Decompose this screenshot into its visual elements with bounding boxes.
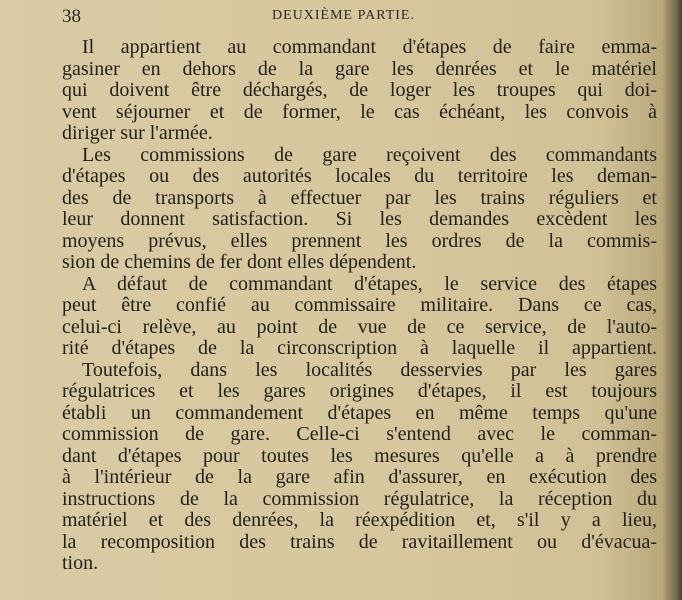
text-line: la recomposition des trains de ravitaillement ou d'évacua- xyxy=(62,530,657,553)
text-line: vent séjourner et de former, le cas échéant, les convois à xyxy=(62,100,657,123)
text-line: peut être confié au commissaire militaire. Dans ce cas, xyxy=(62,294,657,316)
text-line: A défaut de commandant d'étapes, le service des étapes xyxy=(82,272,657,295)
body-text xyxy=(62,37,657,575)
text-line: dant d'étapes pour toutes les mesures qu'elle a à prendre xyxy=(62,444,657,467)
page-header xyxy=(62,6,662,28)
running-head: DEUXIÈME PARTIE. xyxy=(272,8,415,23)
page-binding-shadow xyxy=(662,0,682,600)
text-line: rité d'étapes de la circonscription à laquelle il appartient. xyxy=(62,337,657,359)
text-line: régulatrices et les gares origines d'étapes, il est toujours xyxy=(62,380,657,402)
text-line: Les commissions de gare reçoivent des commandants xyxy=(82,143,657,166)
text-line: tion. xyxy=(62,552,99,574)
text-line: diriger sur l'armée. xyxy=(62,122,213,144)
text-line: établi un commandement d'étapes en même temps qu'une xyxy=(62,401,657,424)
text-line: à l'intérieur de la gare afin d'assurer, en exécution des xyxy=(62,466,657,488)
text-line: moyens prévus, elles prennent les ordres de la commis- xyxy=(62,229,657,252)
text-line: qui doivent être déchargés, de loger les troupes qui doi- xyxy=(62,79,657,101)
text-line: gasiner en dehors de la gare les denrées et le matériel xyxy=(62,57,657,80)
text-line: d'étapes ou des autorités locales du territoire les deman- xyxy=(62,165,657,187)
page-number: 38 xyxy=(62,6,81,27)
text-line: sion de chemins de fer dont elles dépendent. xyxy=(62,251,417,273)
text-line: leur donnent satisfaction. Si les demandes excèdent les xyxy=(62,208,657,230)
text-line: celui-ci relève, au point de vue de ce service, de l'auto- xyxy=(62,315,657,338)
text-line: Toutefois, dans les localités desservies par les gares xyxy=(82,358,657,381)
text-line: Il appartient au commandant d'étapes de faire emma- xyxy=(82,36,657,58)
text-line: commission de gare. Celle-ci s'entend avec le comman- xyxy=(62,423,657,445)
text-line: matériel et des denrées, la réexpédition et, s'il y a lieu, xyxy=(62,509,657,531)
text-line: instructions de la commission régulatrice, la réception du xyxy=(62,487,657,510)
text-line: des de transports à effectuer par les trains réguliers et xyxy=(62,186,657,209)
